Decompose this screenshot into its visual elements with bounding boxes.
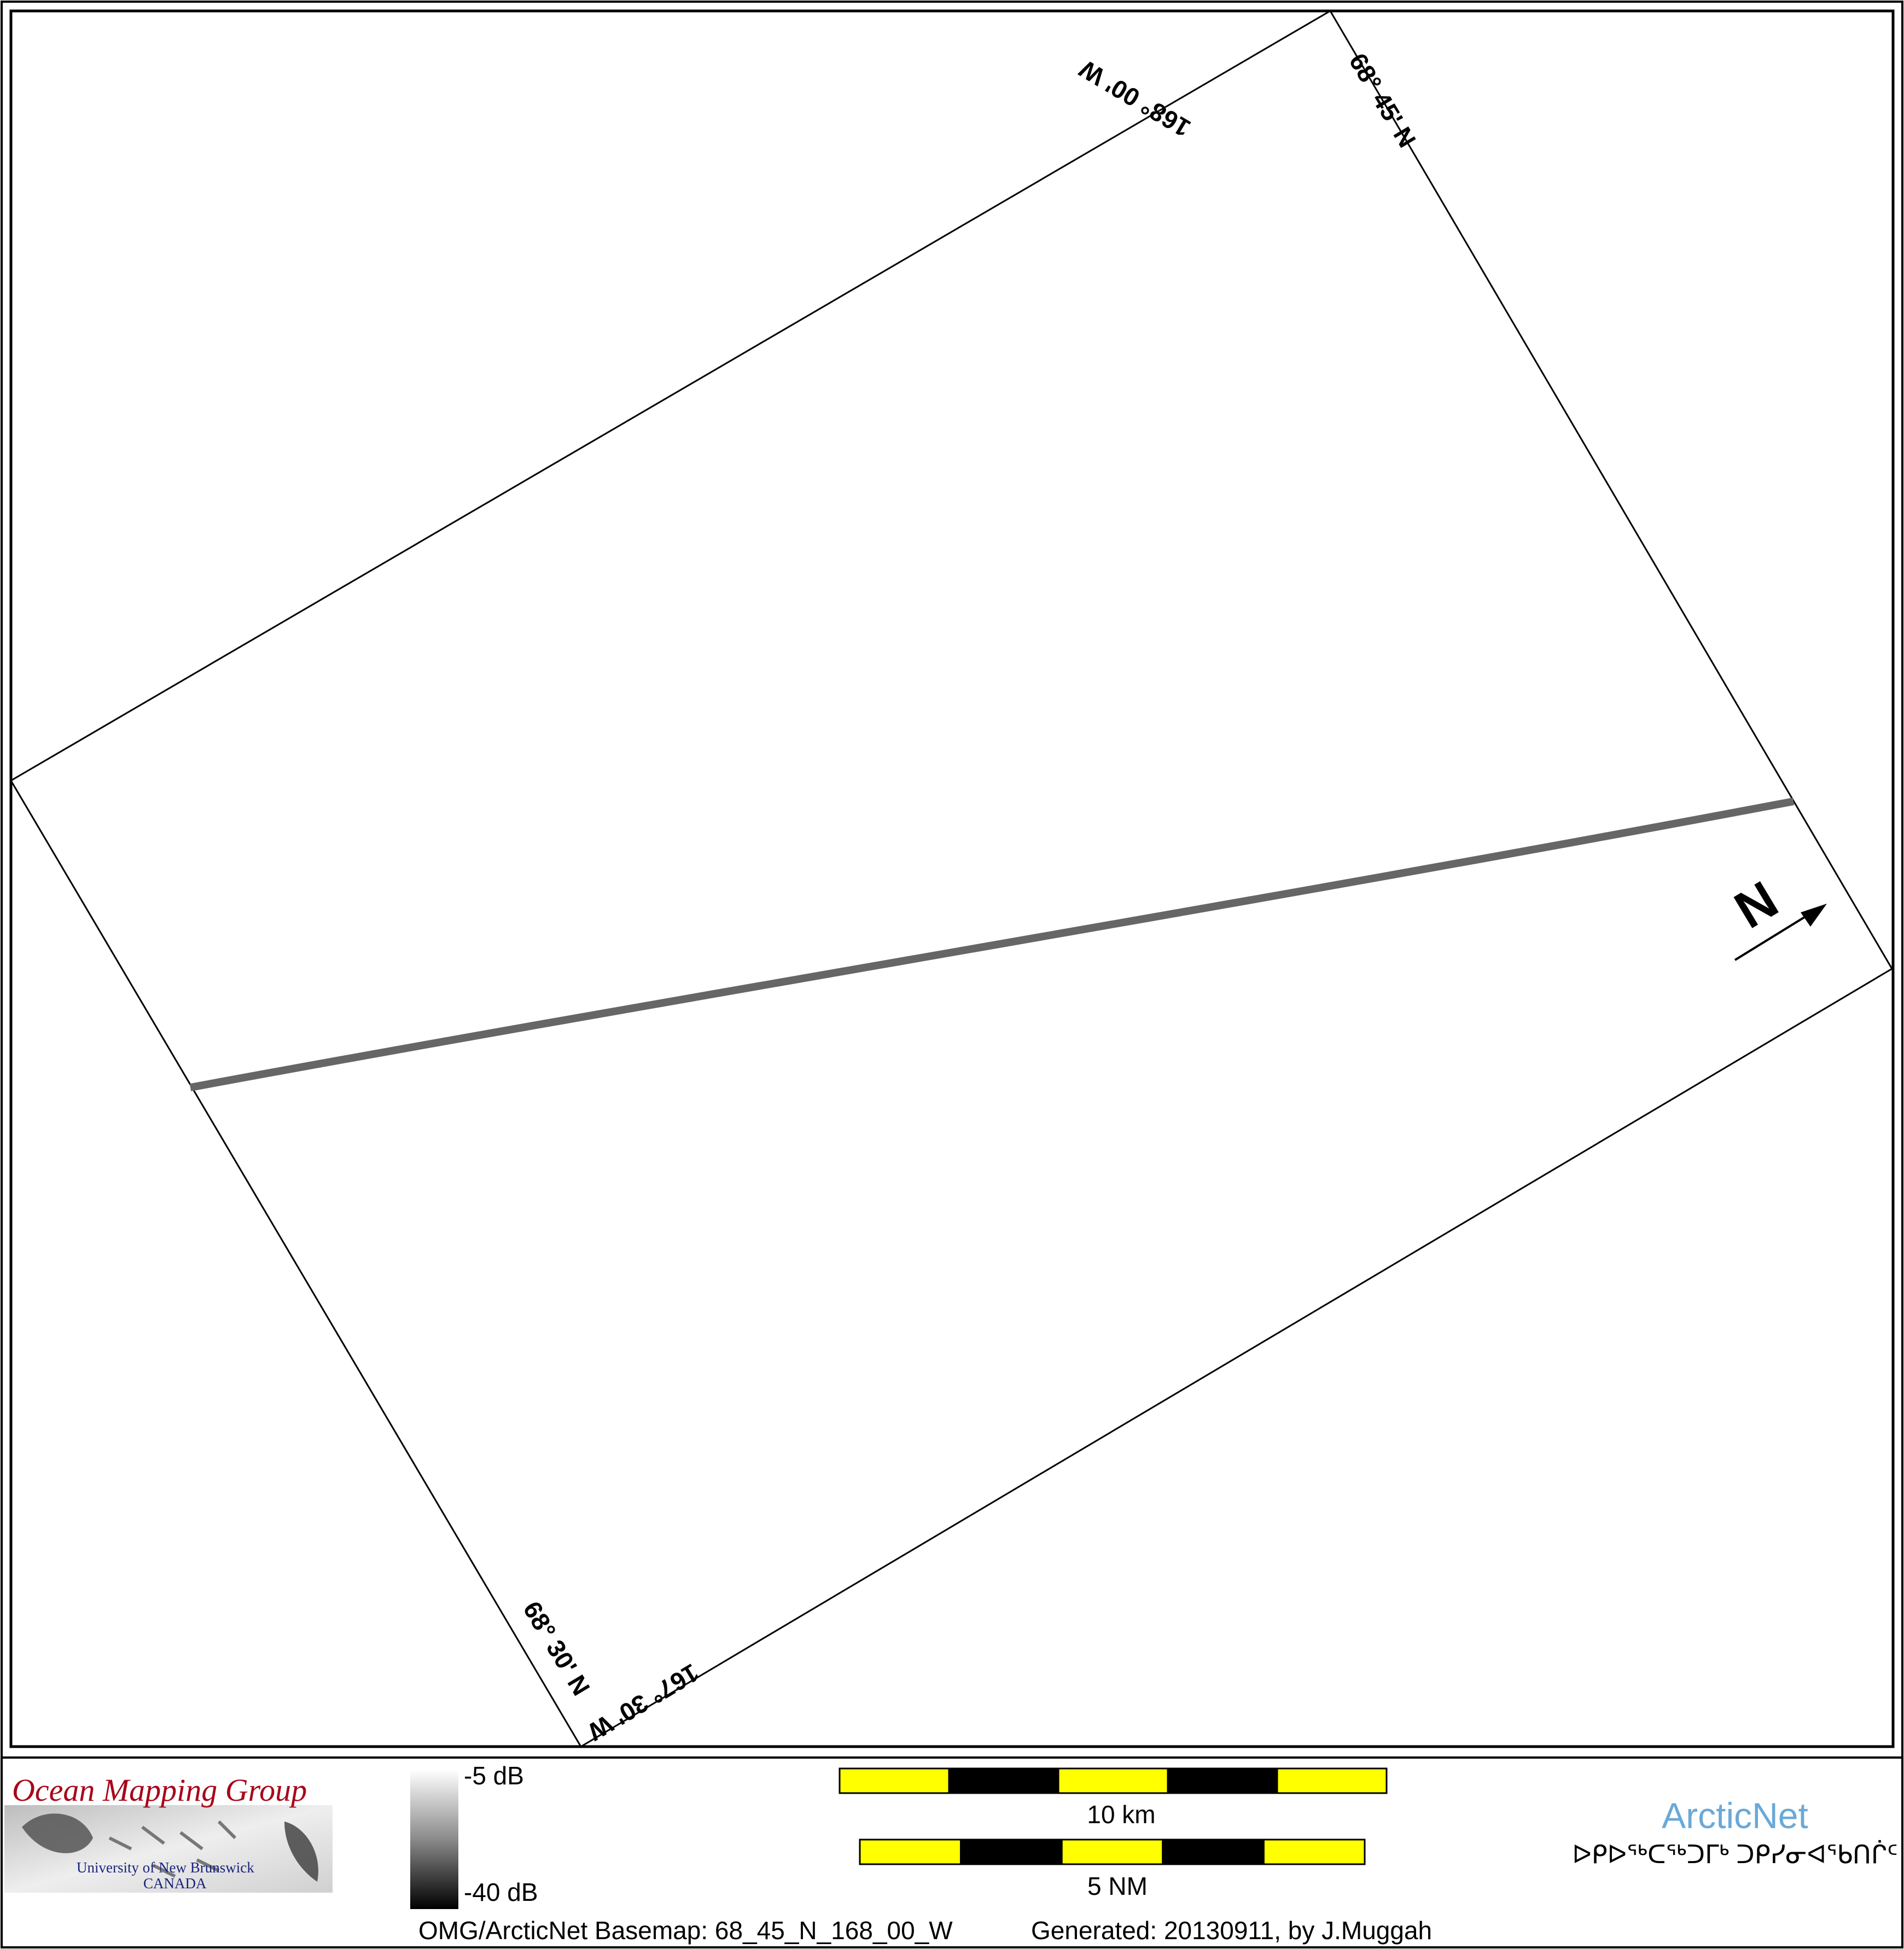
north-arrow-label: N: [1725, 870, 1788, 940]
map-frame: [11, 11, 1893, 1747]
north-arrow-icon: [1725, 870, 1827, 960]
sheet-boundary: [11, 11, 1892, 1747]
scale-bar-nm-segment-5: [1263, 1840, 1365, 1864]
page-frame: [2, 2, 1902, 1947]
legend-max-label: -5 dB: [464, 1761, 524, 1790]
scale-bar-nm: [860, 1840, 1365, 1864]
scale-bar-km-label: 10 km: [1087, 1800, 1156, 1829]
omg-title: Ocean Mapping Group: [12, 1772, 307, 1808]
legend-min-label: -40 dB: [464, 1878, 538, 1906]
backscatter-legend: [410, 1761, 538, 1909]
arcticnet-syllabics: ᐅᑭᐅᖅᑕᖅᑐᒥᒃ ᑐᑭᓯᓂᐊᖃᑎᒌᑦ: [1572, 1840, 1898, 1869]
scale-bar-km-segment-1: [840, 1768, 949, 1793]
scale-bar-nm-label: 5 NM: [1087, 1872, 1148, 1900]
footer-generated-credit: Generated: 20130911, by J.Muggah: [1031, 1916, 1433, 1945]
survey-track-line: [190, 801, 1794, 1087]
scale-bar-nm-segment-2: [961, 1840, 1062, 1864]
omg-subtitle-university: University of New Brunswick: [77, 1859, 254, 1876]
corner-label-bottom-right-lon: 167° 30' W: [583, 1658, 704, 1747]
scale-bar-nm-segment-3: [1062, 1840, 1163, 1864]
scale-bar-km-segment-3: [1058, 1768, 1168, 1793]
corner-label-bottom-left-lat: 68° 30' N: [517, 1596, 596, 1701]
omg-logo: [4, 1772, 333, 1893]
footer-basemap-id: OMG/ArcticNet Basemap: 68_45_N_168_00_W: [418, 1916, 953, 1945]
scale-bar-km-segment-4: [1168, 1768, 1277, 1793]
arcticnet-logo-text: ArcticNet: [1662, 1795, 1808, 1836]
omg-subtitle-country: CANADA: [143, 1875, 207, 1892]
scale-bar-km-segment-2: [949, 1768, 1058, 1793]
corner-label-top-left-lon: 168° 00' W: [1074, 54, 1196, 143]
scale-bar-nm-segment-1: [860, 1840, 961, 1864]
scale-bar-km-segment-5: [1277, 1768, 1387, 1793]
scale-bar-km: [840, 1768, 1387, 1793]
scale-bar-nm-segment-4: [1163, 1840, 1264, 1864]
legend-gradient-bar: [410, 1770, 458, 1909]
corner-label-top-right-lat: 68° 45' N: [1343, 48, 1422, 153]
